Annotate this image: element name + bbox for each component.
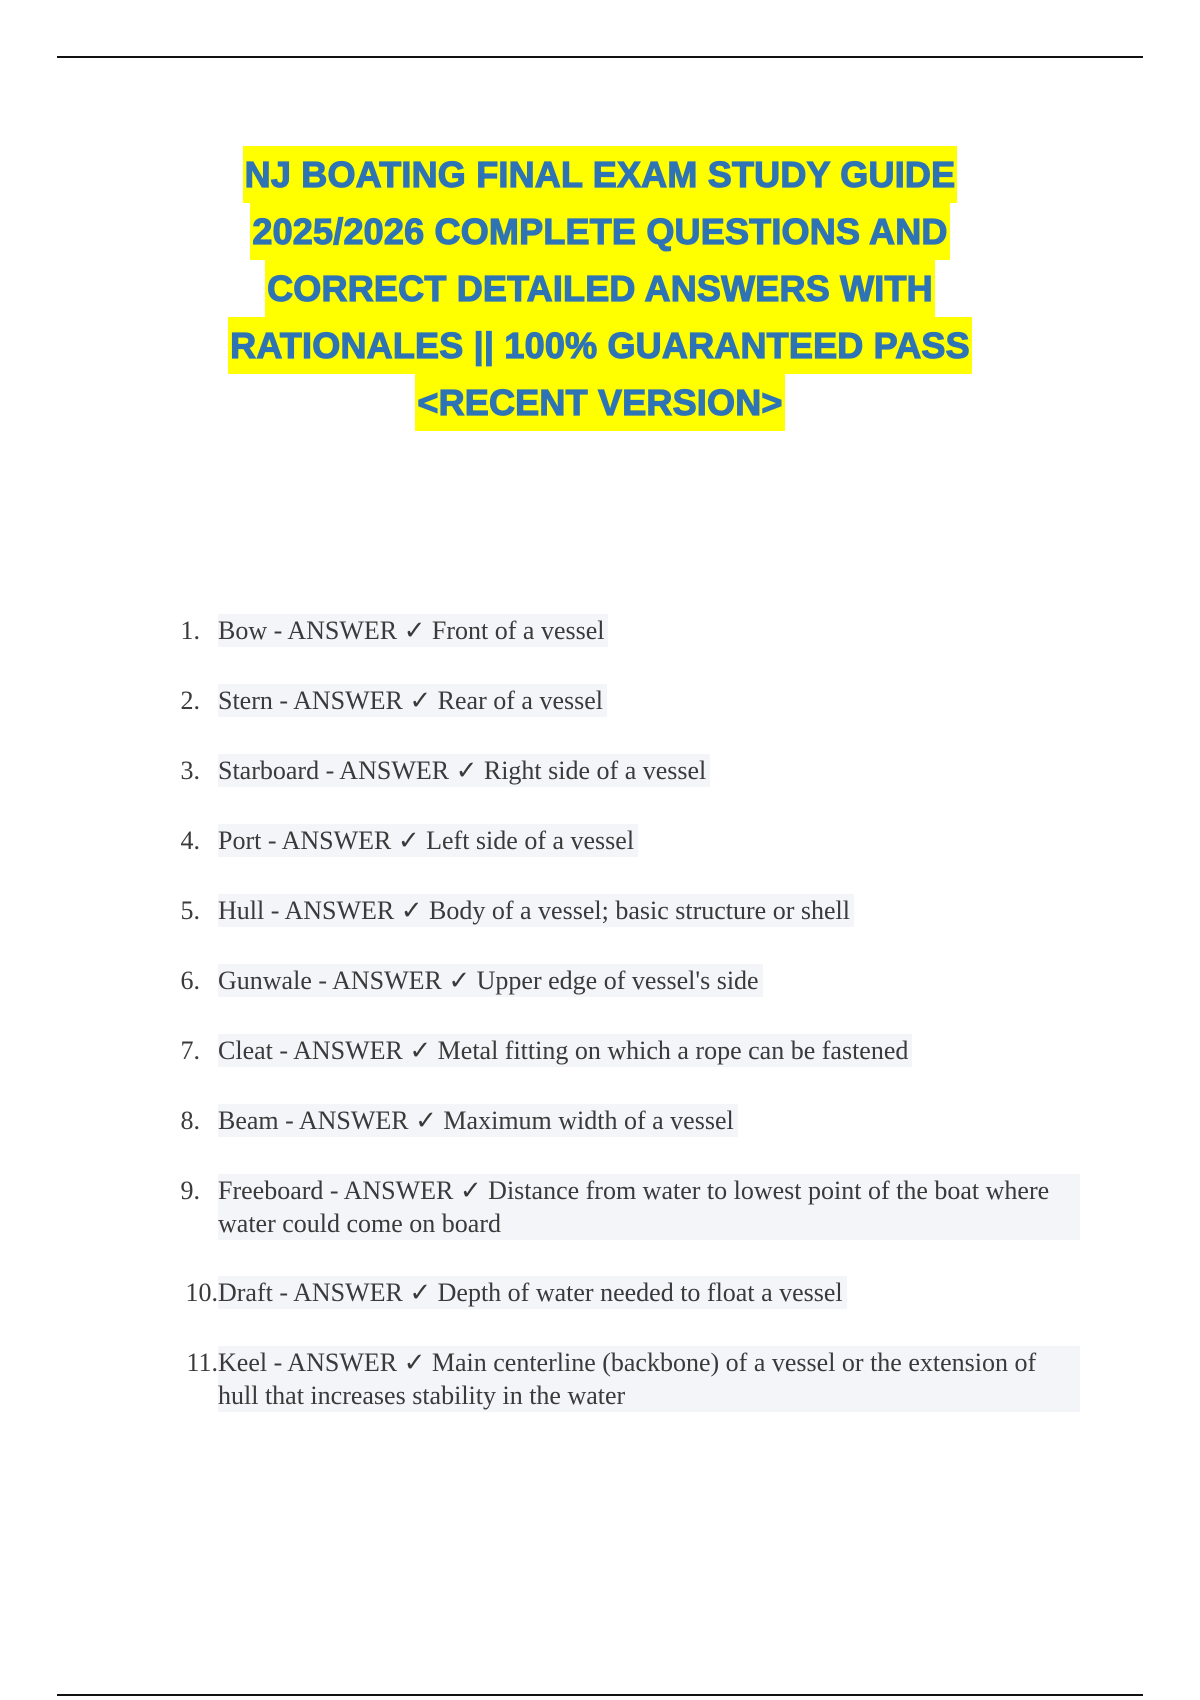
- item-text: Cleat - ANSWER ✓ Metal fitting on which a rope can be fastened: [218, 1034, 912, 1067]
- title-line-3: CORRECT DETAILED ANSWERS WITH: [265, 260, 935, 317]
- item-number: 10.: [185, 1278, 218, 1307]
- item-text: Bow - ANSWER ✓ Front of a vessel: [218, 614, 608, 647]
- item-text: Freeboard - ANSWER ✓ Distance from water to lowest point of the boat where water could come on board: [218, 1174, 1080, 1240]
- item-text: Stern - ANSWER ✓ Rear of a vessel: [218, 684, 607, 717]
- item-number: 5.: [180, 896, 200, 925]
- bottom-rule: [57, 1694, 1143, 1696]
- item-text: Gunwale - ANSWER ✓ Upper edge of vessel's side: [218, 964, 763, 997]
- item-text: Hull - ANSWER ✓ Body of a vessel; basic structure or shell: [218, 894, 854, 927]
- item-text: Starboard - ANSWER ✓ Right side of a vessel: [218, 754, 710, 787]
- item-number: 2.: [180, 686, 200, 715]
- item-number: 1.: [180, 616, 200, 645]
- item-number: 4.: [180, 826, 200, 855]
- item-number: 7.: [180, 1036, 200, 1065]
- title-line-1: NJ BOATING FINAL EXAM STUDY GUIDE: [243, 146, 958, 203]
- item-number: 6.: [180, 966, 200, 995]
- title-line-5: <RECENT VERSION>: [415, 374, 784, 431]
- title-line-2: 2025/2026 COMPLETE QUESTIONS AND: [250, 203, 949, 260]
- top-rule: [57, 56, 1143, 58]
- item-number: 9.: [180, 1176, 200, 1205]
- document-title: [60, 146, 1140, 431]
- item-number: 3.: [180, 756, 200, 785]
- item-text: Beam - ANSWER ✓ Maximum width of a vessel: [218, 1104, 738, 1137]
- item-text: Port - ANSWER ✓ Left side of a vessel: [218, 824, 638, 857]
- item-number: 11.: [186, 1348, 218, 1377]
- title-line-4: RATIONALES || 100% GUARANTEED PASS: [228, 317, 972, 374]
- item-number: 8.: [180, 1106, 200, 1135]
- item-text: Keel - ANSWER ✓ Main centerline (backbone) of a vessel or the extension of hull that increases stability in the water: [218, 1346, 1080, 1412]
- item-text: Draft - ANSWER ✓ Depth of water needed to float a vessel: [218, 1276, 847, 1309]
